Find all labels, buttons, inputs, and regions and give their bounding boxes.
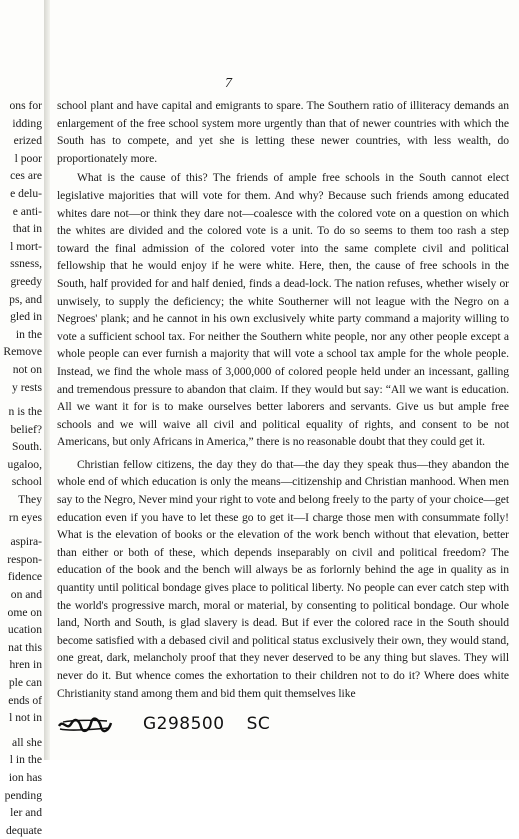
paragraph-3: Christian fellow citizens, the day they do that—the day they speak thus—they abandon the whole end of which education is only the means—citizenship and Christian manhood. When men say to the Negro, Never mind your right to vote and belong freely to the party of your choice—get education even if you have to let these go to get it—I charge those men with consummate folly! What is the elevation of books or the elevation of the work bench without that elevation, better than either or both of these, which depends inseparably on civil and political freedom? The education of the book and the bench will always be as forlornly behind the age in quality as in quantity until political bondage gives place to political liberty. No people can ever catch step with the world's progressive march, moral or material, by consenting to political bondage. Our whole land, North and South, is glad slavery is dead. But if ever the colored race in the South should become satisfied with a debased civil and political status exclusively their own, they would stand, one great, dark, melancholy proof that they never deserved to be any thing but slaves. They will never do it. But whence comes the exhortation to their children not to do it? Where does white Christianity stand among them and bid them quit themselves like [57,457,509,700]
facing-page-line: ple can [8,676,42,689]
facing-page-line: on and [10,588,42,602]
fragment-gap [0,396,42,403]
facing-page-line: fidence [7,570,42,584]
catalog-number [143,714,270,734]
facing-page-line: school [11,475,42,489]
facing-page-line: l poor [14,151,42,165]
facing-page-line: e anti- [12,204,42,218]
facing-page-line: n is the [8,405,42,419]
facing-page-line: all she [12,735,42,749]
facing-page-line: in the [15,327,42,341]
facing-page-line: respon- [7,552,42,566]
facing-page-line: e delu- [10,186,42,200]
facing-page-line: ome on [7,605,42,619]
handwritten-scribble-stamp [57,717,113,733]
facing-page-line: ion has [8,770,42,784]
library-footer [57,714,317,740]
page-body-text [57,97,509,702]
fragment-gap [0,727,42,734]
facing-page-line: ugaloo, [7,457,42,471]
facing-page-line: erized [13,134,42,148]
facing-page-line: l in the [9,753,42,767]
paragraph-1: school plant and have capital and emigrants to spare. The Southern ratio of illiteracy demands an enlargement of the free school system more urgently than that of newer countries with which the South has to compete, and yet she is letting these newer countries, with less wealth, do proportionately more. [57,99,509,165]
facing-page-line: belief? [10,422,42,436]
catalog-suffix: SC [246,714,271,734]
page-number: 7 [225,76,232,91]
facing-page-fragments [0,97,42,839]
facing-page-line: idding [12,116,42,130]
facing-page-line: nat this [8,640,42,654]
facing-page-line: ssness, [10,257,42,271]
facing-page-line: ler and [10,806,42,820]
facing-page-line: ucation [7,623,42,637]
facing-page-line: ces are [10,169,42,183]
facing-page-line: ends of [8,693,42,707]
facing-page-line: They [18,493,42,507]
facing-page-line: pending [4,788,42,802]
facing-page-line: l mort- [10,239,42,253]
facing-page-line: y rests [12,380,42,394]
catalog-code: G298500 [143,714,225,734]
facing-page-line: that in [12,222,42,236]
book-spine-shadow [44,0,50,760]
facing-page-line: hren in [9,658,42,672]
facing-page-line: aspira- [10,535,42,549]
paragraph-2: What is the cause of this? The friends of ample free schools in the South cannot elect legislative majorities that will vote for them. And why? Because such friends among educated whites dare not—or think they dare not—coalesce with the colored vote on a question on which the whites are divided and the colored vote is a unit. To do so seems to them too rash a step toward the final admission of the colored voter into the same complete civil and political fellowship that he would enjoy if he were white. Here, then, the cause of free schools in the South, half provided for and half denied, finds a dead-lock. The nation refuses, whether wisely or unwisely, to supply the deficiency; the white Southerner will not league with the Negro on a Negroes' plank; and he cannot in his own exclusively white party command a majority willing to vote a sufficient school tax. For neither the Southern white people, nor any other people except a whole people can ever furnish a majority that will vote a school tax ample for the whole people. Instead, we find the whole mass of 3,000,000 of colored people held under an incessant, galling and tremendous pressure to abandon that claim. If they would but say: “All we want is education. All we want it for is to make ourselves better laborers and servants. Give us but ample free schools and we will waive all civil and political equality of rights, and consent to be not Americans, but only Africans in America,” there is no reasonable doubt that they could get it. [57,171,509,449]
fragment-gap [0,526,42,533]
facing-page-line: gled in [10,310,42,324]
facing-page-line: dequate [5,823,42,837]
facing-page-line: l not in [9,711,42,725]
facing-page-line: South. [12,440,42,454]
facing-page-line: Remove [3,345,42,359]
facing-page-line: ons for [9,99,42,112]
facing-page-line: greedy [10,274,42,288]
facing-page-line: ps, and [9,292,42,306]
facing-page-line: rn eyes [8,510,42,524]
facing-page-line: not on [12,362,42,376]
